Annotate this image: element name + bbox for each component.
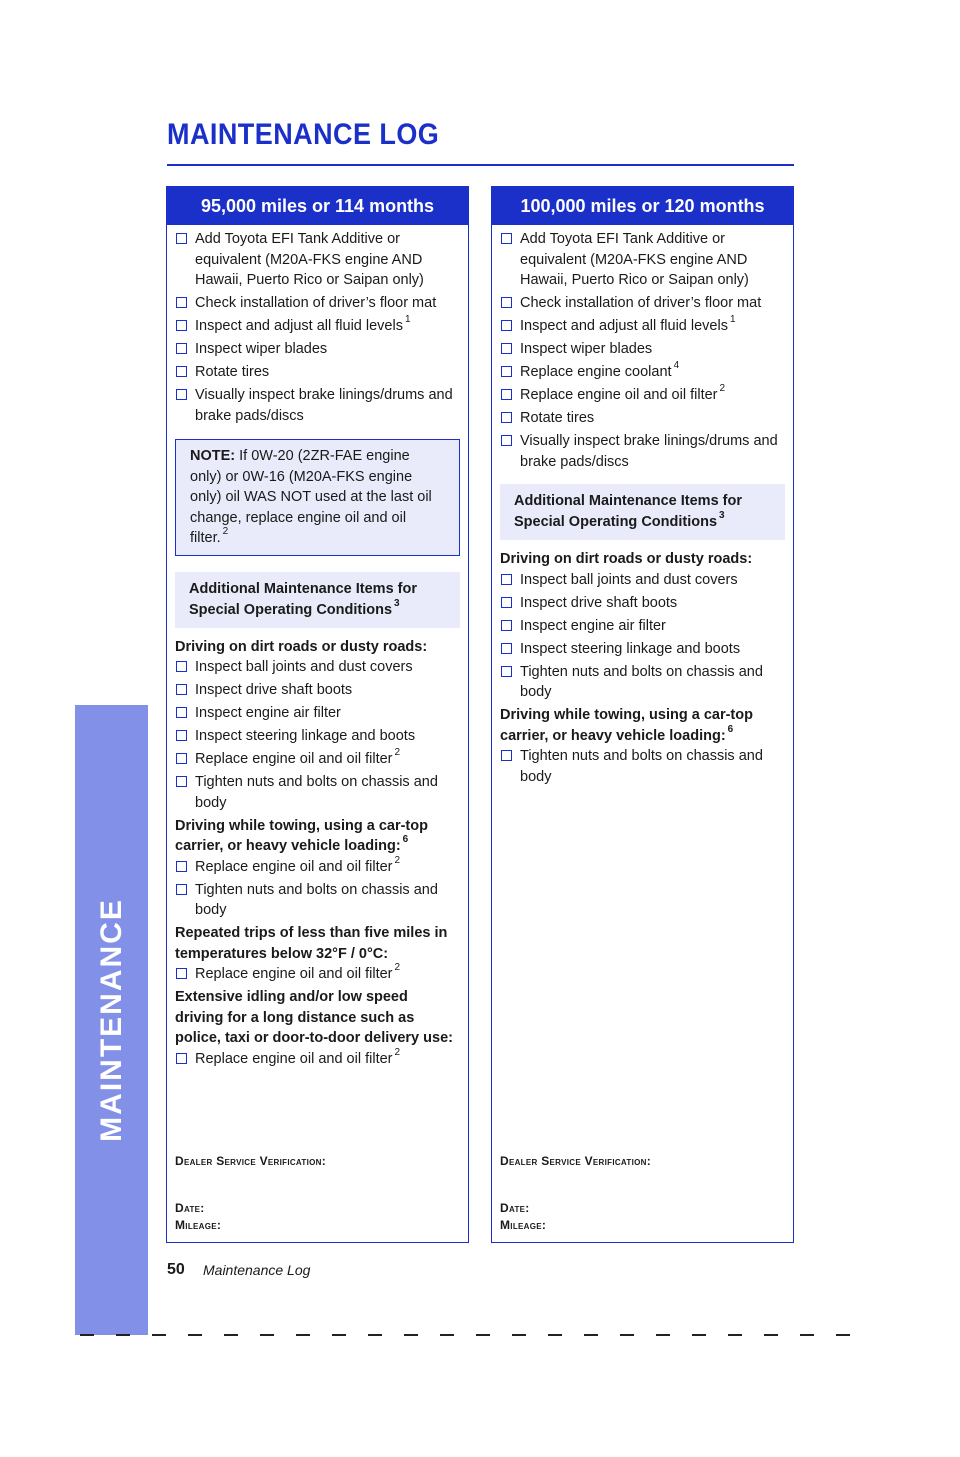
checklist-item-text: Replace engine oil and oil filter	[520, 387, 718, 403]
column-100000	[491, 186, 794, 1243]
checklist-item	[500, 339, 785, 360]
column-body	[492, 225, 793, 787]
checkbox[interactable]	[501, 389, 512, 400]
checklist-item-text: Inspect steering linkage and boots	[520, 640, 741, 657]
condition-heading: Extensive idling and/or low speed driving for a long distance such as police, taxi or door-to-door delivery use:	[175, 989, 453, 1046]
checklist-item	[500, 593, 785, 614]
note-text: If 0W-20 (2ZR-FAE engine only) or 0W-16 (M20A-FKS engine only) oil WAS NOT used at the last oil change, replace engine oil and oil filter.	[190, 448, 432, 546]
checkbox[interactable]	[501, 435, 512, 446]
condition-heading: Driving while towing, using a car-top carrier, or heavy vehicle loading: $^6$	[175, 817, 428, 854]
checkbox[interactable]	[176, 753, 187, 764]
condition-heading: Driving while towing, using a car-top carrier, or heavy vehicle loading: $^6$	[500, 707, 753, 744]
checklist-item-text: Replace engine oil and oil filter	[195, 858, 393, 875]
checklist-item-text: Tighten nuts and bolts on chassis and body	[520, 663, 763, 700]
checklist-item-text: Check installation of driver’s floor mat	[195, 295, 437, 311]
checklist-item-text: Rotate tires	[195, 364, 270, 380]
title-rule	[167, 164, 794, 166]
checklist-item	[500, 662, 785, 703]
mileage-label: Mileage:	[175, 1218, 222, 1232]
checkbox[interactable]	[501, 366, 512, 377]
checkbox[interactable]	[176, 343, 187, 354]
checklist-item	[175, 362, 460, 383]
checklist-item	[500, 570, 785, 591]
condition-items	[175, 964, 460, 985]
checkbox[interactable]	[501, 297, 512, 308]
footnote-ref: 2	[394, 854, 401, 866]
checklist-item-text: Tighten nuts and bolts on chassis and body	[520, 748, 763, 785]
checklist-item-text: Rotate tires	[520, 410, 595, 426]
checklist-item-text: Replace engine oil and oil filter	[195, 1050, 393, 1067]
checklist-item	[500, 746, 785, 787]
checkbox[interactable]	[176, 233, 187, 244]
checklist-item-text: Inspect engine air filter	[520, 617, 666, 634]
side-tab-label: MAINTENANCE	[94, 898, 128, 1142]
checkbox[interactable]	[176, 366, 187, 377]
checklist-item-text: Visually inspect brake linings/drums and brake pads/discs	[195, 387, 453, 424]
checkbox[interactable]	[176, 297, 187, 308]
special-conditions	[500, 549, 785, 787]
column-header: 95,000 miles or 114 months	[167, 187, 468, 225]
checklist-item	[500, 431, 785, 472]
checklist-item	[500, 408, 785, 429]
footnote-ref: 2	[719, 383, 726, 395]
condition-items	[500, 570, 785, 703]
checklist-item-text: Replace engine coolant	[520, 364, 672, 380]
checklist-item-text: Replace engine oil and oil filter	[195, 751, 393, 767]
service-items	[175, 229, 460, 426]
checklist-item	[500, 616, 785, 637]
checklist-item-text: Inspect drive shaft boots	[195, 682, 353, 698]
checkbox[interactable]	[176, 1053, 187, 1064]
checkbox[interactable]	[176, 776, 187, 787]
checkbox[interactable]	[501, 574, 512, 585]
note-label: NOTE:	[190, 448, 236, 464]
column-header: 100,000 miles or 120 months	[492, 187, 793, 225]
checklist-item	[175, 680, 460, 701]
checklist-item	[500, 362, 785, 383]
checkbox[interactable]	[501, 343, 512, 354]
checklist-item	[175, 703, 460, 724]
side-tab	[75, 705, 148, 1335]
column-body	[167, 225, 468, 1069]
additional-items-heading: Additional Maintenance Items for Special Operating Conditions $^3$	[500, 484, 785, 540]
page-number: 50	[167, 1261, 185, 1278]
checklist-item-text: Inspect drive shaft boots	[520, 594, 678, 611]
checklist-item-text: Tighten nuts and bolts on chassis and body	[195, 774, 438, 811]
checklist-item-text: Inspect ball joints and dust covers	[195, 659, 413, 675]
mileage-label: Mileage:	[500, 1218, 547, 1232]
condition-heading: Driving on dirt roads or dusty roads:	[500, 551, 753, 567]
checkbox[interactable]	[176, 730, 187, 741]
footer-section: Maintenance Log	[203, 1262, 311, 1278]
checklist-item	[500, 229, 785, 291]
checkbox[interactable]	[501, 620, 512, 631]
checkbox[interactable]	[176, 684, 187, 695]
checklist-item-text: Inspect steering linkage and boots	[195, 728, 416, 744]
footnote-ref: 4	[673, 360, 680, 372]
checklist-item-text: Check installation of driver’s floor mat	[520, 295, 762, 311]
checkbox[interactable]	[501, 412, 512, 423]
checkbox[interactable]	[176, 884, 187, 895]
checklist-item	[500, 639, 785, 660]
checklist-item-text: Inspect engine air filter	[195, 705, 341, 721]
dealer-verification	[175, 1153, 326, 1234]
page-title: MAINTENANCE LOG	[167, 118, 440, 151]
condition-items	[175, 1046, 460, 1070]
checklist-item	[175, 749, 460, 770]
special-conditions	[175, 637, 460, 1070]
checkbox[interactable]	[501, 666, 512, 677]
checkbox[interactable]	[176, 861, 187, 872]
checkbox[interactable]	[176, 661, 187, 672]
checklist-item	[175, 964, 460, 985]
condition-heading: Repeated trips of less than five miles in temperatures below 32°F / 0°C:	[175, 925, 448, 962]
checklist-item	[175, 293, 460, 314]
checklist-item	[175, 339, 460, 360]
checklist-item-text: Visually inspect brake linings/drums and brake pads/discs	[520, 433, 778, 470]
column-95000	[166, 186, 469, 1243]
checkbox[interactable]	[176, 968, 187, 979]
checklist-item	[175, 316, 460, 337]
checklist-item-text: Tighten nuts and bolts on chassis and body	[195, 881, 438, 918]
checklist-item-text: Add Toyota EFI Tank Additive or equivalent (M20A-FKS engine AND Hawaii, Puerto Rico or Saipan only)	[520, 231, 749, 288]
additional-items-heading: Additional Maintenance Items for Special Operating Conditions $^3$	[175, 572, 460, 628]
checklist-item	[500, 385, 785, 406]
footnote-ref: 1	[729, 314, 736, 326]
checkbox[interactable]	[501, 597, 512, 608]
footnote-ref: 2	[394, 962, 401, 974]
date-label: Date:	[175, 1201, 205, 1215]
condition-items	[175, 657, 460, 813]
checklist-item	[500, 293, 785, 314]
footnote-ref: 2	[394, 1046, 401, 1058]
checklist-item	[175, 229, 460, 291]
checkbox[interactable]	[501, 233, 512, 244]
checklist-item-text: Replace engine oil and oil filter	[195, 966, 393, 982]
service-items	[500, 229, 785, 472]
checkbox[interactable]	[176, 707, 187, 718]
checklist-item	[500, 316, 785, 337]
checklist-item-text: Inspect wiper blades	[195, 341, 328, 357]
dealer-verification	[500, 1153, 651, 1234]
checklist-item	[175, 1046, 460, 1070]
checkbox[interactable]	[501, 750, 512, 761]
checkbox[interactable]	[176, 320, 187, 331]
oil-note	[175, 439, 460, 556]
checklist-item	[175, 854, 460, 878]
checkbox[interactable]	[501, 643, 512, 654]
checklist-item-text: Inspect and adjust all fluid levels	[520, 318, 728, 334]
checklist-item	[175, 726, 460, 747]
checklist-item	[175, 657, 460, 678]
dealer-verification-label: Dealer Service Verification:	[175, 1154, 327, 1168]
checklist-item	[175, 385, 460, 426]
footnote-ref: 2	[394, 747, 401, 759]
checklist-item	[175, 880, 460, 921]
condition-heading: Driving on dirt roads or dusty roads:	[175, 638, 428, 655]
checklist-item	[175, 772, 460, 813]
dealer-verification-label: Dealer Service Verification:	[500, 1154, 652, 1168]
condition-items	[175, 854, 460, 921]
checklist-item-text: Inspect wiper blades	[520, 341, 653, 357]
date-label: Date:	[500, 1201, 530, 1215]
checklist-item-text: Inspect ball joints and dust covers	[520, 571, 738, 588]
checkbox[interactable]	[501, 320, 512, 331]
checkbox[interactable]	[176, 389, 187, 400]
dashed-rule	[80, 1334, 880, 1336]
condition-items	[500, 746, 785, 787]
footnote-ref: 1	[404, 314, 411, 326]
note-footnote: 2	[222, 526, 229, 538]
checklist-item-text: Inspect and adjust all fluid levels	[195, 318, 403, 334]
checklist-item-text: Add Toyota EFI Tank Additive or equivalent (M20A-FKS engine AND Hawaii, Puerto Rico or Saipan only)	[195, 231, 424, 288]
